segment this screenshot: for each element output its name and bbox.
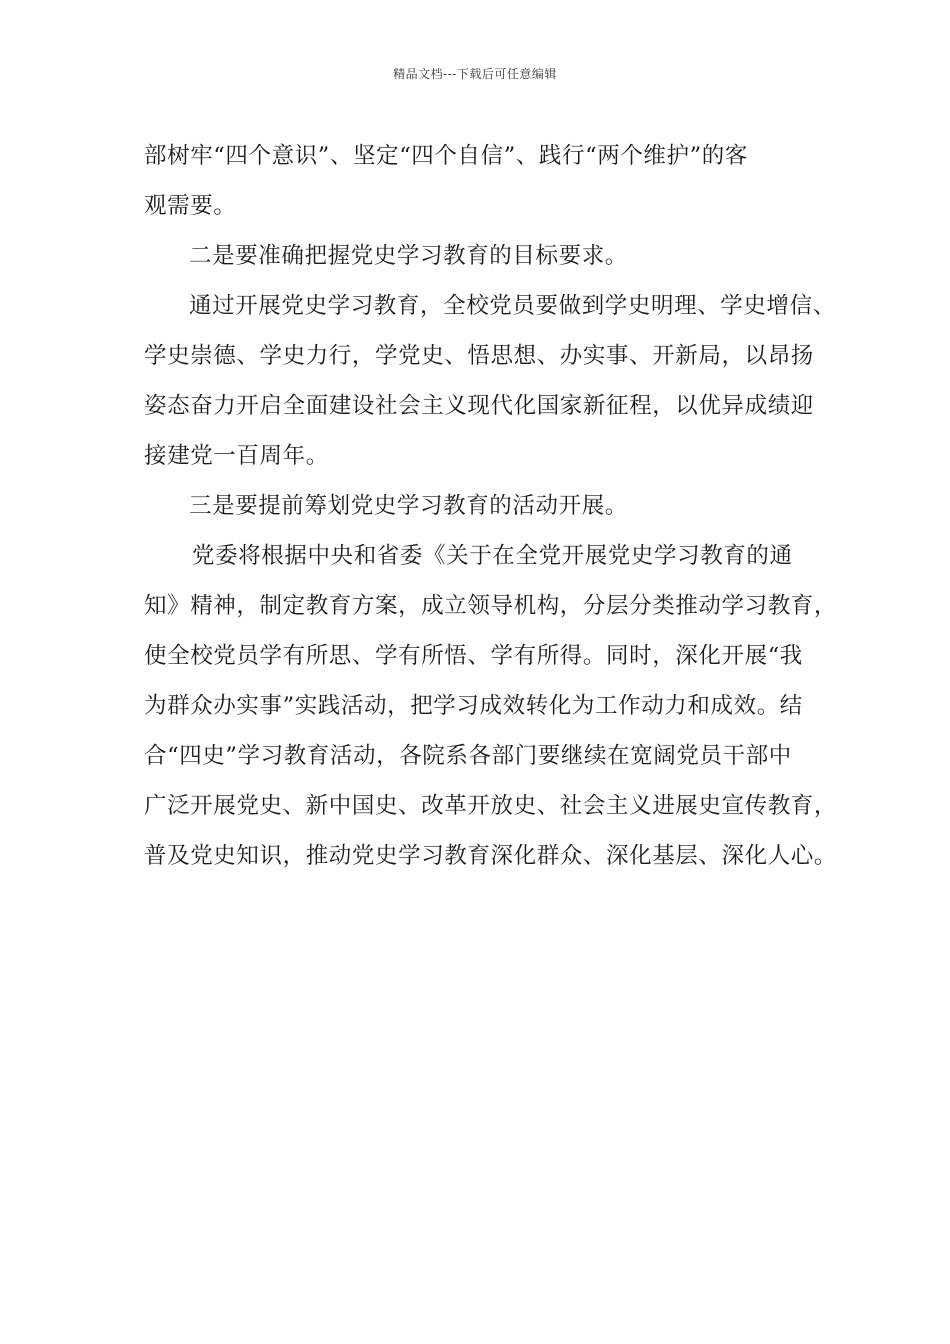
text-line: 部树牢“四个意识”、坚定“四个自信”、践行“两个维护”的客 bbox=[144, 143, 748, 169]
section-heading-2: 二是要准确把握党史学习教育的目标要求。 bbox=[189, 243, 628, 269]
text-line: 姿态奋力开启全面建设社会主义现代化国家新征程，以优异成绩迎 bbox=[144, 393, 814, 419]
text-line: 观需要。 bbox=[144, 193, 237, 219]
text-line: 为群众办实事”实践活动，把学习成效转化为工作动力和成效。结 bbox=[144, 693, 803, 719]
section-heading-3: 三是要提前筹划党史学习教育的活动开展。 bbox=[189, 493, 628, 519]
text-line: 知》精神，制定教育方案，成立领导机构，分层分类推动学习教育， bbox=[144, 593, 838, 619]
text-line: 普及党史知识，推动党史学习教育深化群众、深化基层、深化人心。 bbox=[144, 843, 838, 869]
page-header: 精品文档---下载后可任意编辑 bbox=[393, 67, 557, 81]
text-line: 学史崇德、学史力行，学党史、悟思想、办实事、开新局，以昂扬 bbox=[144, 343, 814, 369]
document-body bbox=[144, 131, 838, 881]
text-line: 广泛开展党史、新中国史、改革开放史、社会主义进展史宣传教育， bbox=[144, 793, 838, 819]
text-line: 使全校党员学有所思、学有所悟、学有所得。同时，深化开展“我 bbox=[144, 643, 803, 669]
text-line: 合“四史”学习教育活动，各院系各部门要继续在宽阔党员干部中 bbox=[144, 743, 792, 769]
text-line: 接建党一百周年。 bbox=[144, 443, 329, 469]
text-line: 通过开展党史学习教育，全校党员要做到学史明理、学史增信、 bbox=[189, 293, 836, 319]
text-line: 党委将根据中央和省委《关于在全党开展党史学习教育的通 bbox=[192, 543, 793, 569]
